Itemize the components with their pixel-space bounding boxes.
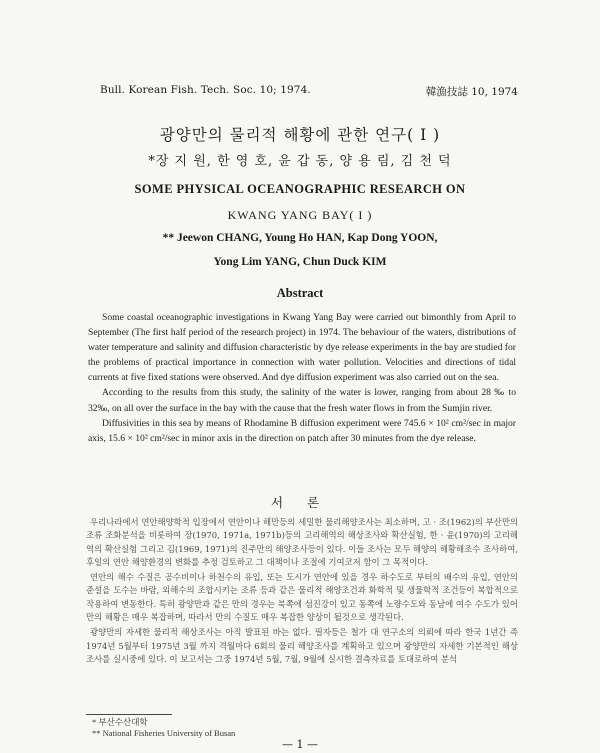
body-paragraph: 우리나라에서 연안해양학적 입장에서 연안이나 해만등의 세밀한 물리해양조사는 최소하며, 고 · 조(1962)의 부산만의 조류 조화분석을 비롯하여 장(1970, 1971a, 1971b)등의 고리해역의 해상조사와 확산실험, 한 · 윤(1970)의 고리해역의 확산실험 그리고 김(1969, 1971)의 진주만의 해양조사등이 있다. 이들 조사는 모두 해양의 해황해조수 조사하여, 후일의 연안 해양환경의 변화를 추정 검토하고 그 대책이나 조절에 기여코저 함이 그 목적이다. bbox=[86, 517, 518, 567]
journal-citation-korean: 韓漁技誌 10, 1974 bbox=[425, 86, 518, 98]
journal-citation: Bull. Korean Fish. Tech. Soc. 10; 1974. bbox=[100, 84, 311, 96]
authors-english-line1: ** Jeewon CHANG, Young Ho HAN, Kap Dong YOON, bbox=[162, 232, 438, 244]
footnotes bbox=[92, 717, 235, 739]
introduction-body bbox=[86, 516, 518, 668]
paper-title-english-line2: KWANG YANG BAY( I ) bbox=[227, 208, 373, 222]
authors-korean: *장 지 원, 한 영 호, 윤 갑 동, 양 용 림, 김 천 덕 bbox=[148, 154, 452, 169]
abstract-paragraph: Some coastal oceanographic investigations in Kwang Yang Bay were carried out bimonthly from April to September (The first half period of the research project) in 1974. The behaviour of the waters, distributions of water temperature and salinity and diffusion characteristic by dye release experiments in the bay are studied for the problems of practical importance in connection with water pollution. Velocities and directions of tidal currents at five fixed stations were observed. And dye diffusion experiment was also carried out on the sea. bbox=[88, 312, 516, 384]
footnote-divider bbox=[86, 714, 172, 715]
page-number: — 1 — bbox=[282, 738, 318, 751]
abstract-heading: Abstract bbox=[276, 286, 324, 300]
footnote-affiliation-english: ** National Fisheries University of Busan bbox=[92, 728, 236, 738]
authors-english-line2: Yong Lim YANG, Chun Duck KIM bbox=[213, 256, 387, 268]
abstract-paragraph: Diffusivities in this sea by means of Rhodamine B diffusion experiment were 745.6 × 10² cm²/sec in major axis, 15.6 × 10² cm²/sec in minor axis in the direction on patch after 30 minutes from the dye release. bbox=[88, 417, 516, 444]
abstract-paragraph: According to the results from this study, the salinity of the water is lower, ranging from about 28 ‰ to 32‰, on all over the surface in the bay with the cause that the fresh water flows in from the Sumjin river. bbox=[88, 387, 516, 414]
body-paragraph: 광양만의 자세한 물리적 해상조사는 아직 발표된 바는 없다. 필자등은 철가 대 연구소의 의뢰에 따라 한국 1년간 즉 1974년 5월부터 1975년 3월 까지 격월마다 6회의 물리 해양조사를 계획하고 있으며 광양만의 자세한 기본적인 해상조사를 실시중에 있다. 이 보고서는 그중 1974년 5월, 7월, 9월에 실시한 결측자료를 토대로하여 분석 bbox=[86, 627, 518, 664]
paper-title-english-line1: SOME PHYSICAL OCEANOGRAPHIC RESEARCH ON bbox=[134, 182, 466, 196]
abstract-body bbox=[88, 310, 516, 446]
body-paragraph: 연안의 해수 수질은 공수비이나 하천수의 유입, 또는 도시가 연안에 있을 경우 하수도로 부터의 배수의 유입, 연안의 준설을 도수는 바람, 외해수의 조합시키는 조류 등과 같은 물리적 해양조건과 화학적 및 생물학적 조건등이 복합적으로 작용하여 변동한다. 특히 광양만과 같은 만의 경우는 북쪽에 섬진강이 있고 동쪽에 노량수도와 동남에 여수 수도가 있어 만의 해황은 매우 복잡하며, 따라서 만의 수질도 매우 복잡한 양상이 될것으로 생각된다. bbox=[86, 572, 518, 623]
footnote-affiliation-korean: * 부산수산대학 bbox=[92, 717, 148, 727]
section-heading-introduction: 서 론 bbox=[270, 495, 330, 510]
paper-title-korean: 광양만의 물리적 해황에 관한 연구( I ) bbox=[159, 126, 441, 144]
